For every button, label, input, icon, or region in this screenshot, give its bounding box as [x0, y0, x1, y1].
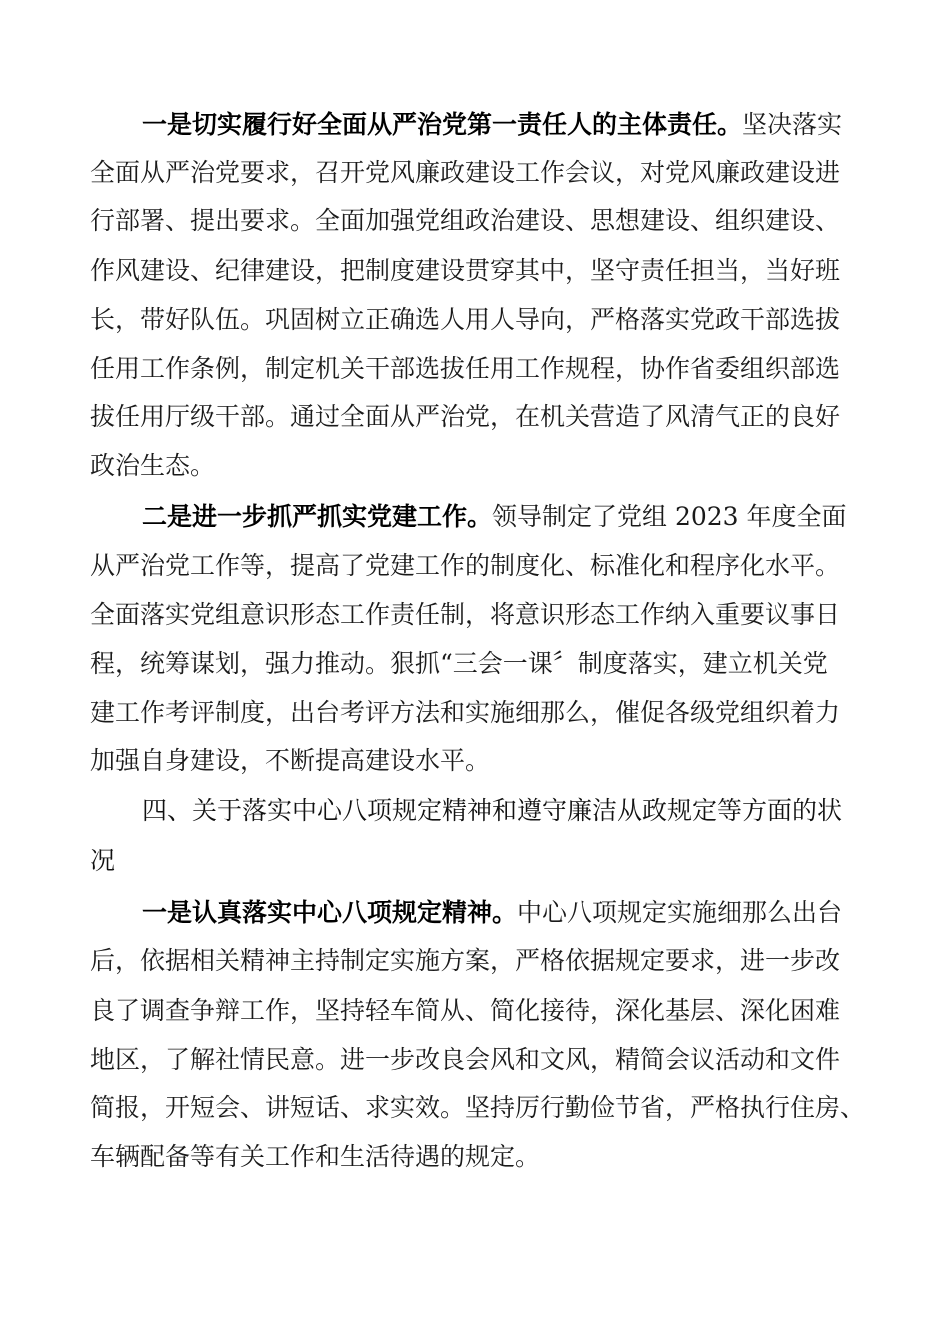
section-heading-line-2: 况: [90, 846, 116, 875]
paragraph-2-line-4: 程，统筹谋划，强力推动。狠抓“三会一课〞制度落实，建立机关党: [90, 649, 828, 678]
section-heading-line-1: 四、关于落实中心八项规定精神和遵守廉洁从政规定等方面的状: [142, 796, 843, 825]
paragraph-1-line-1: [142, 110, 842, 140]
paragraph-3-line-6: 车辆配备等有关工作和生活待遇的规定。: [90, 1142, 541, 1171]
paragraph-2-line-5: 建工作考评制度，出台考评方法和实施细那么，催促各级党组织着力: [90, 698, 841, 727]
paragraph-2-line-3: 全面落实党组意识形态工作责任制，将意识形态工作纳入重要议事日: [90, 600, 841, 629]
paragraph-3-line-1: [142, 898, 842, 928]
paragraph-1-lead: 一是切实履行好全面从严治党第一责任人的主体责任。: [142, 110, 743, 139]
paragraph-2-line-6: 加强自身建设，不断提高建设水平。: [90, 746, 491, 775]
paragraph-3-line-2: 后，依据相关精神主持制定实施方案，严格依据规定要求，进一步改: [90, 946, 841, 975]
paragraph-1-text: 坚决落实: [742, 110, 843, 139]
paragraph-1-line-5: 长，带好队伍。巩固树立正确选人用人导向，严格落实党政干部选拔: [90, 305, 841, 334]
paragraph-2-line-2: 从严治党工作等，提高了党建工作的制度化、标准化和程序化水平。: [90, 551, 841, 580]
paragraph-2-text: 领导制定了党组 2023 年度全面: [492, 502, 847, 531]
paragraph-3-text: 中心八项规定实施细那么出台: [517, 898, 843, 927]
paragraph-1-line-2: 全面从严治党要求，召开党风廉政建设工作会议，对党风廉政建设进: [90, 158, 841, 187]
paragraph-3-line-4: 地区，了解社情民意。进一步改良会风和文风，精简会议活动和文件: [90, 1045, 841, 1074]
paragraph-2-line-1: [142, 502, 847, 532]
paragraph-1-line-7: 拔任用厅级干部。通过全面从严治党，在机关营造了风清气正的良好: [90, 402, 841, 431]
paragraph-1-line-3: 行部署、提出要求。全面加强党组政治建设、思想建设、组织建设、: [90, 206, 841, 235]
paragraph-3-line-3: 良了调查争辩工作，坚持轻车简从、简化接待，深化基层、深化困难: [90, 996, 841, 1025]
paragraph-3-lead: 一是认真落实中心八项规定精神。: [142, 898, 518, 927]
paragraph-2-lead: 二是进一步抓严抓实党建工作。: [142, 502, 493, 531]
paragraph-1-line-6: 任用工作条例，制定机关干部选拔任用工作规程，协作省委组织部选: [90, 354, 841, 383]
paragraph-3-line-5: 简报，开短会、讲短话、求实效。坚持厉行勤俭节省，严格执行住房、: [90, 1093, 866, 1122]
paragraph-1-line-4: 作风建设、纪律建设，把制度建设贯穿其中，坚守责任担当，当好班: [90, 256, 841, 285]
paragraph-1-line-8: 政治生态。: [90, 451, 216, 480]
